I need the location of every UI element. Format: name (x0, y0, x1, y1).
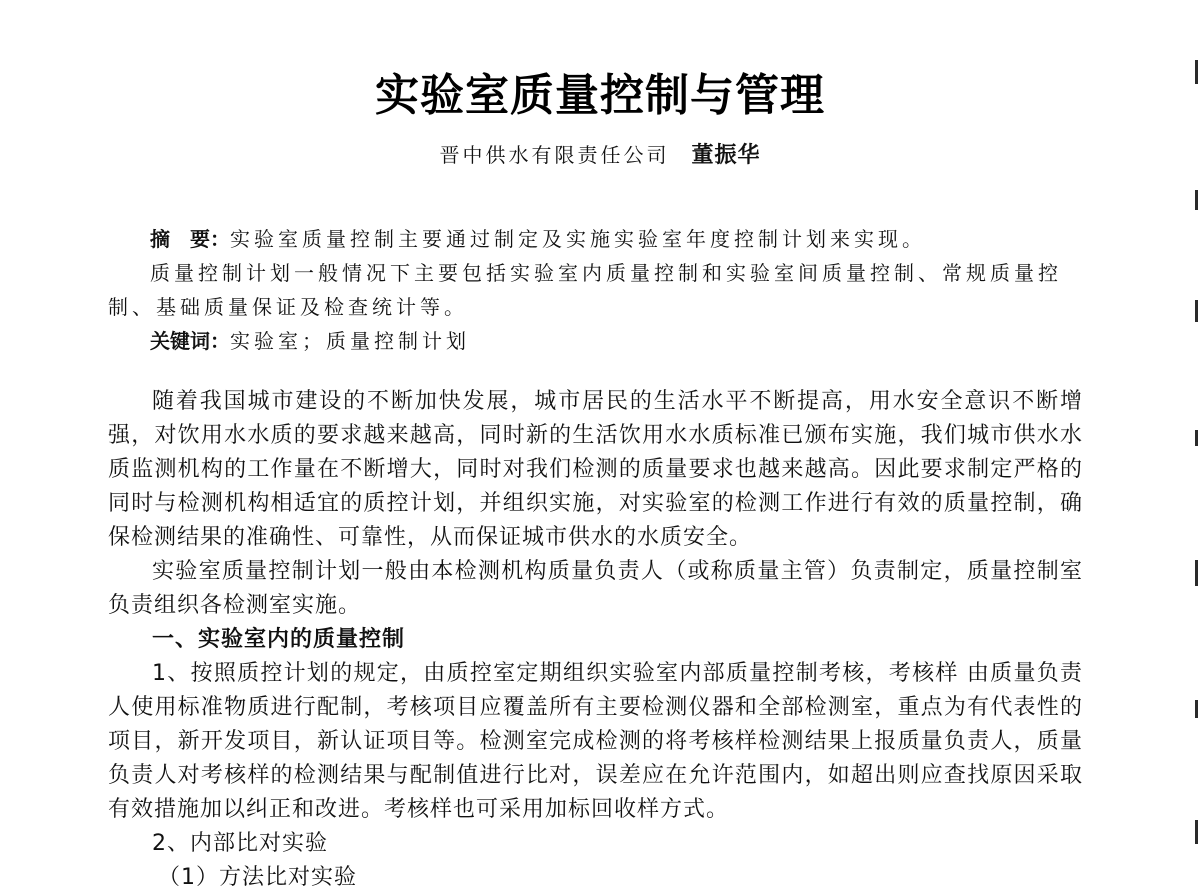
section-heading: 一、实验室内的质量控制 (152, 627, 406, 652)
scan-mark (1195, 300, 1198, 322)
scan-edge-marks (1184, 0, 1200, 894)
scan-mark (1195, 60, 1198, 84)
abstract-line (108, 222, 1083, 256)
scan-mark (1195, 700, 1198, 718)
keywords-line (108, 324, 1083, 358)
body-section (108, 385, 1083, 895)
author-name: 董振华 (691, 143, 761, 168)
abstract-label: 摘 要： (150, 227, 230, 251)
document-title: 实验室质量控制与管理 (375, 70, 825, 121)
abstract-section (108, 222, 1083, 358)
body-paragraph-intro: 随着我国城市建设的不断加快发展，城市居民的生活水平不断提高，用水安全意识不断增强，对饮用水水质的要求越来越高，同时新的生活饮用水水质标准已颁布实施，我们城市供水水质监测机构的工作量在不断增大，同时对我们检测的质量要求也越来越高。因此要求制定严格的同时与检测机构相适宜的质控计划，并组织实施，对实验室的检测工作进行有效的质量控制，确保检测结果的准确性、可靠性，从而保证城市供水的水质安全。 (108, 389, 1083, 550)
scan-mark (1195, 560, 1198, 586)
byline (0, 140, 1200, 171)
abstract-paragraph: 质量控制计划一般情况下主要包括实验室内质量控制和实验室间质量控制、常规质量控制、基础质量保证及检查统计等。 (108, 261, 1062, 319)
author-affiliation: 晋中供水有限责任公司 (439, 143, 670, 167)
body-paragraph-item1: 1、按照质控计划的规定，由质控室定期组织实验室内部质量控制考核，考核样 由质量负责人使用标准物质进行配制，考核项目应覆盖所有主要检测仪器和全部检测室，重点为有代表性的项目，新开发项目，新认证项目等。检测室完成检测的将考核样检测结果上报质量负责人，质量负责人对考核样的检测结果与配制值进行比对，误差应在允许范围内，如超出则应查找原因采取有效措施加以纠正和改进。考核样也可采用加标回收样方式。 (108, 661, 1083, 822)
keywords-label: 关键词： (150, 329, 230, 353)
scan-mark (1195, 820, 1198, 844)
scan-mark (1195, 430, 1198, 446)
abstract-text: 实验室质量控制主要通过制定及实施实验室年度控制计划来实现。 (230, 227, 926, 251)
body-item2: 2、内部比对实验 (152, 831, 328, 856)
body-paragraph-plan: 实验室质量控制计划一般由本检测机构质量负责人（或称质量主管）负责制定，质量控制室负责组织各检测室实施。 (108, 559, 1083, 618)
keywords-text: 实验室；质量控制计划 (230, 329, 470, 353)
scan-mark (1195, 190, 1198, 210)
body-item2-1: （1）方法比对实验 (158, 865, 357, 890)
